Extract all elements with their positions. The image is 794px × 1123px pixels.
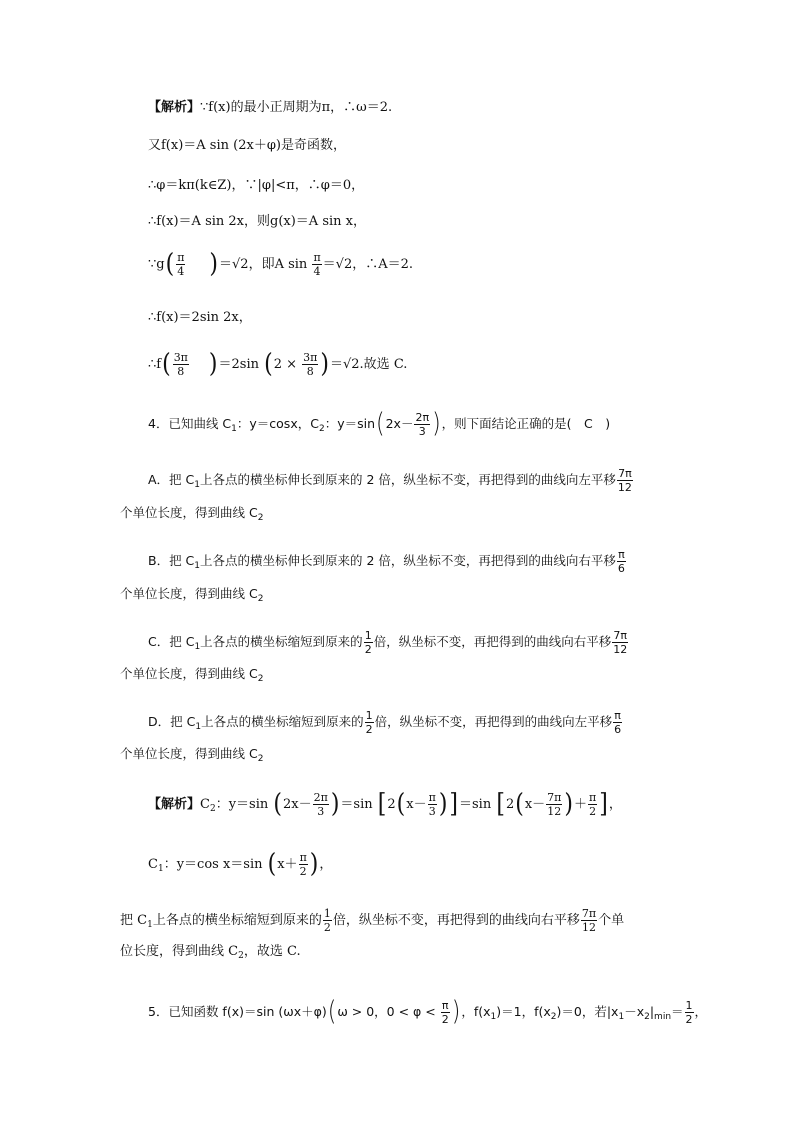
fraction-7pi-12: $\frac{7\pi}{12}$ xyxy=(581,907,597,934)
text: ：y＝cosx，C xyxy=(236,416,319,431)
text: 上各点的横坐标缩短到原来的 xyxy=(152,913,322,928)
text: ， xyxy=(608,797,622,812)
question-4-stem: 4．已知曲线 $C_1$：y＝cosx，$C_2$：y＝sin(2x－ $\frac{2\pi}{3}$ )，则下面结论正确的是( C ) xyxy=(148,408,611,439)
text: ， xyxy=(694,1004,708,1019)
text: 2x－ xyxy=(385,416,414,431)
paren: ( xyxy=(162,348,171,379)
text: ，故选 C. xyxy=(243,944,301,959)
analysis-tag: 【解析】 xyxy=(148,797,201,812)
paren: ) xyxy=(438,788,448,819)
paren: ( xyxy=(273,788,282,819)
analysis2-line-2: $C_1$：y＝cos x＝sin (x＋ $\frac{\pi}{2}$ )， xyxy=(148,848,333,879)
text: 2 × xyxy=(273,357,298,372)
text: ＝sin xyxy=(340,797,373,812)
text: 2 xyxy=(387,797,396,812)
text: )＝1，f(x xyxy=(496,1004,551,1019)
text: x－ xyxy=(524,797,546,812)
fraction-2pi-3: $\frac{2\pi}{3}$ xyxy=(313,791,328,818)
fraction-pi-2: $\frac{\pi}{2}$ xyxy=(589,791,597,818)
text: 个单 xyxy=(598,913,625,928)
paren: ( xyxy=(267,848,277,879)
paren: ( xyxy=(396,788,406,819)
text: 倍，纵坐标不变，再把得到的曲线向左平移 xyxy=(374,714,613,729)
text: ：y＝cos x＝sin xyxy=(163,857,263,872)
text: 5．已知函数 f(x)＝sin (ωx＋φ) xyxy=(148,1004,327,1019)
text: ＝ xyxy=(671,1004,684,1019)
option-a-line-1: A．把 $C_1$上各点的横坐标伸长到原来的 2 倍，纵坐标不变，再把得到的曲线向左平移 $\frac{7\pi}{12}$ xyxy=(148,467,632,494)
paren: ) xyxy=(451,996,461,1027)
text: ＝2sin xyxy=(218,357,259,372)
analysis-line-3: ∴φ＝kπ(k∈Z)，∵|φ|<π，∴φ＝0， xyxy=(148,178,365,193)
paren: ) xyxy=(564,788,573,819)
text: ：y＝sin xyxy=(324,416,375,431)
text: 上各点的横坐标伸长到原来的 2 倍，纵坐标不变，再把得到的曲线向左平移 xyxy=(200,472,616,487)
paren: ) xyxy=(309,848,319,879)
analysis-line-6: ∴f(x)＝2sin 2x， xyxy=(148,310,252,325)
bracket: ] xyxy=(449,788,458,819)
text: －x xyxy=(624,1004,645,1019)
paren: ( xyxy=(376,408,385,439)
fraction-1-2: $\frac{1}{2}$ xyxy=(685,999,693,1026)
fraction-2pi-3: $\frac{2\pi}{3}$ xyxy=(415,411,430,438)
text: ，f(x xyxy=(461,1004,491,1019)
text: A．把 C xyxy=(148,472,195,487)
text: 4．已知曲线 C xyxy=(148,416,232,431)
text: B．把 C xyxy=(148,553,195,568)
text: 个单位长度，得到曲线 C xyxy=(120,666,258,681)
option-c-line-2: 个单位长度，得到曲线 $C_2$ xyxy=(120,666,264,684)
fraction-pi-3: $\frac{\pi}{3}$ xyxy=(428,791,436,818)
fraction-1-2: $\frac{1}{2}$ xyxy=(364,629,372,656)
text: ∵f(x)的最小正周期为π，∴ω＝2. xyxy=(200,100,393,115)
text: 2 xyxy=(505,797,515,812)
text: ， xyxy=(319,857,333,872)
text: ：y＝sin xyxy=(215,797,269,812)
analysis-line-5 xyxy=(148,248,414,279)
text: ＋ xyxy=(573,797,587,812)
analysis2-line-1: 【解析】$C_2$：y＝sin (2x－ $\frac{2\pi}{3}$ )＝sin [2(x－ $\frac{\pi}{3}$ )]＝sin [2(x－ $\frac{7\pi}{12}$ )＋ $\frac{\pi}{2}$ ]， xyxy=(148,788,622,819)
text: ＝√2.故选 C. xyxy=(330,357,408,372)
text: 个单位长度，得到曲线 C xyxy=(120,505,258,520)
fraction-1-2: $\frac{1}{2}$ xyxy=(323,907,331,934)
text: x－ xyxy=(406,797,427,812)
paren: ( xyxy=(165,248,175,279)
analysis2-line-3: 把 $C_1$上各点的横坐标缩短到原来的 $\frac{1}{2}$ 倍，纵坐标不变，再把得到的曲线向右平移 $\frac{7\pi}{12}$ 个单 xyxy=(120,907,625,934)
fraction-pi-2: $\frac{\pi}{2}$ xyxy=(441,999,449,1026)
text: 上各点的横坐标缩短到原来的 xyxy=(200,634,363,649)
question-5-stem: 5．已知函数 f(x)＝sin (ωx＋φ)(ω > 0，0 < φ < $\frac{\pi}{2}$ )，$f(x_1)=1$，$f(x_2)=0$，若$|x_1-x_2|_{min}=$ $\frac{1}{2}$ ， xyxy=(148,996,708,1027)
option-b-line-2: 个单位长度，得到曲线 $C_2$ xyxy=(120,586,264,604)
fraction-3pi-8: $\frac{3\pi}{8}$ xyxy=(303,351,318,378)
text: 把 C xyxy=(120,913,148,928)
text: C xyxy=(148,857,158,872)
text: ∴f xyxy=(148,357,162,372)
text: ∵g xyxy=(148,257,165,272)
analysis-line-7 xyxy=(148,348,408,379)
text: | xyxy=(649,1004,655,1019)
paren: ) xyxy=(208,348,218,379)
bracket: ] xyxy=(599,788,608,819)
text: C．把 C xyxy=(148,634,195,649)
bracket: [ xyxy=(496,788,505,819)
analysis-tag: 【解析】 xyxy=(148,100,201,115)
paren: ) xyxy=(209,248,219,279)
text: x＋ xyxy=(277,857,298,872)
fraction-1-2: $\frac{1}{2}$ xyxy=(365,709,373,736)
analysis-line-4: ∴f(x)＝A sin 2x，则g(x)＝A sin x， xyxy=(148,214,366,229)
paren: ) xyxy=(320,348,329,379)
fraction-pi-6: $\frac{\pi}{6}$ xyxy=(614,709,622,736)
text: C xyxy=(200,797,210,812)
fraction-7pi-12: $\frac{7\pi}{12}$ xyxy=(547,791,562,818)
text: 倍，纵坐标不变，再把得到的曲线向右平移 xyxy=(373,634,612,649)
text: ω > 0，0 < φ < xyxy=(337,1004,436,1019)
fraction-pi-4: $\frac{\pi}{4}$ xyxy=(313,251,321,278)
paren: ( xyxy=(515,788,524,819)
text: )＝0，若|x xyxy=(556,1004,619,1019)
paren: ( xyxy=(327,996,337,1027)
text: 个单位长度，得到曲线 C xyxy=(120,746,258,761)
min-subscript: min xyxy=(654,1012,672,1022)
paren: ) xyxy=(432,408,441,439)
fraction-7pi-12: $\frac{7\pi}{12}$ xyxy=(613,629,628,656)
analysis-line-2: 又f(x)＝A sin (2x＋φ)是奇函数， xyxy=(148,138,346,153)
text: ＝√2，∴A＝2. xyxy=(322,257,414,272)
analysis-line-1 xyxy=(148,98,392,118)
fraction-pi-4: $\frac{\pi}{4}$ xyxy=(177,251,185,278)
text: 上各点的横坐标缩短到原来的 xyxy=(201,714,364,729)
text: 位长度，得到曲线 C xyxy=(120,944,239,959)
paren: ) xyxy=(330,788,340,819)
text: ＝sin xyxy=(459,797,492,812)
paren: ( xyxy=(264,348,273,379)
option-d-line-2: 个单位长度，得到曲线 $C_2$ xyxy=(120,746,264,764)
text: ，则下面结论正确的是( C ) xyxy=(441,416,611,431)
option-d-line-1: D．把 $C_1$上各点的横坐标缩短到原来的 $\frac{1}{2}$ 倍，纵坐标不变，再把得到的曲线向左平移 $\frac{\pi}{6}$ xyxy=(148,709,622,736)
text: 个单位长度，得到曲线 C xyxy=(120,586,258,601)
text: 2x－ xyxy=(282,797,312,812)
text: D．把 C xyxy=(148,714,196,729)
option-c-line-1: C．把 $C_1$上各点的横坐标缩短到原来的 $\frac{1}{2}$ 倍，纵坐标不变，再把得到的曲线向右平移 $\frac{7\pi}{12}$ xyxy=(148,629,628,656)
fraction-pi-2: $\frac{\pi}{2}$ xyxy=(299,851,307,878)
fraction-7pi-12: $\frac{7\pi}{12}$ xyxy=(617,467,632,494)
option-b-line-1: B．把 $C_1$上各点的横坐标伸长到原来的 2 倍，纵坐标不变，再把得到的曲线向右平移 $\frac{\pi}{6}$ xyxy=(148,548,625,575)
analysis2-line-4: 位长度，得到曲线 $C_2$，故选 C. xyxy=(120,944,301,961)
fraction-3pi-8: $\frac{3\pi}{8}$ xyxy=(173,351,188,378)
bracket: [ xyxy=(377,788,387,819)
text: 倍，纵坐标不变，再把得到的曲线向右平移 xyxy=(332,913,580,928)
option-a-line-2: 个单位长度，得到曲线 $C_2$ xyxy=(120,505,264,523)
text: ＝√2，即A sin xyxy=(219,257,308,272)
fraction-pi-6: $\frac{\pi}{6}$ xyxy=(617,548,625,575)
text: 上各点的横坐标伸长到原来的 2 倍，纵坐标不变，再把得到的曲线向右平移 xyxy=(200,553,616,568)
